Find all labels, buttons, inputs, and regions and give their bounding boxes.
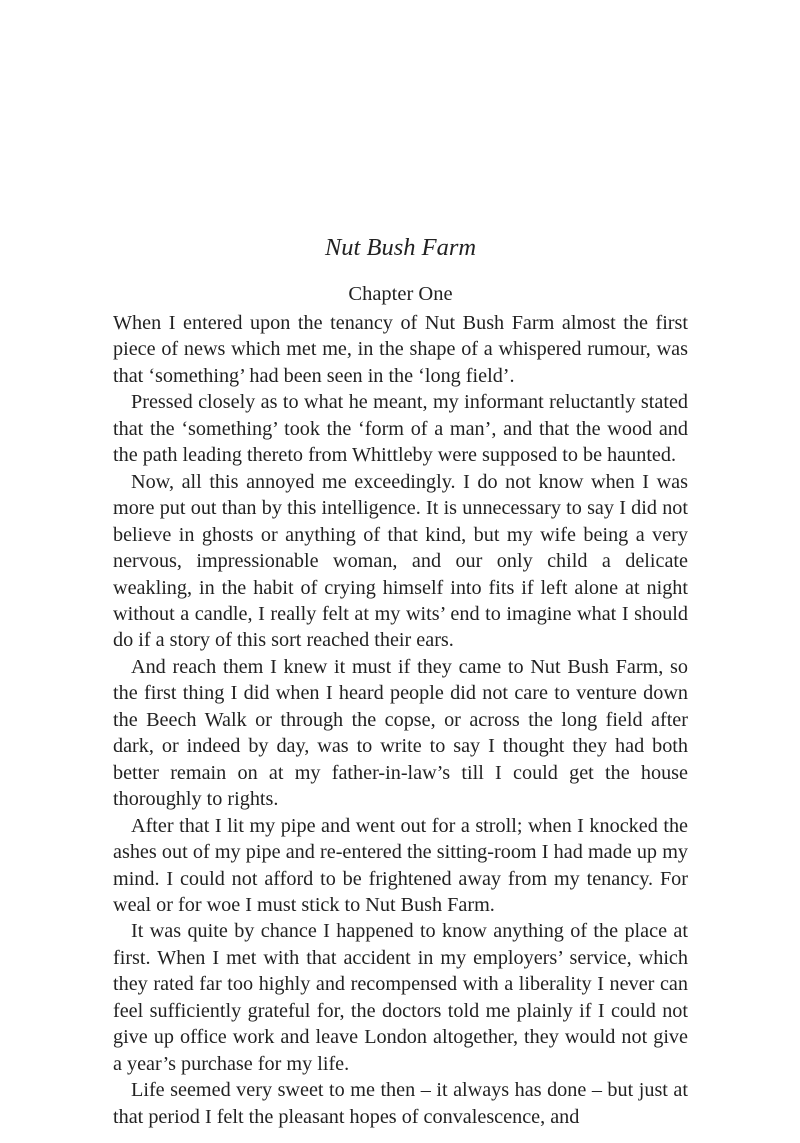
body-text <box>113 310 688 1130</box>
paragraph-3: Now, all this annoyed me exceedingly. I do not know when I was more put out than by this intelligence. It is unnecessary to say I did not believe in ghosts or anything of that kind, but my wife being a very nervous, impressionable woman, and our only child a delicate weakling, in the habit of crying himself into fits if left alone at night without a candle, I really felt at my wits’ end to imagine what I should do if a story of this sort reached their ears. <box>113 470 688 652</box>
paragraph-6: It was quite by chance I happened to know anything of the place at first. When I met with that accident in my employers’ service, which they rated far too highly and recompensed with a liberality I never can feel sufficiently grateful for, the doctors told me plainly if I could not give up office work and leave London altogether, they would not give a year’s purchase for my life. <box>113 920 688 1075</box>
story-title: Nut Bush Farm <box>324 234 477 261</box>
paragraph-2: Pressed closely as to what he meant, my informant reluctantly stated that the ‘something’ took the ‘form of a man’, and that the wood and the path leading thereto from Whittleby were supposed to be haunted. <box>113 391 688 467</box>
chapter-heading: Chapter One <box>348 283 453 305</box>
paragraph-1: When I entered upon the tenancy of Nut Bush Farm almost the first piece of news which met me, in the shape of a whispered rumour, was that ‘something’ had been seen in the ‘long field’. <box>113 312 688 387</box>
paragraph-4: And reach them I knew it must if they came to Nut Bush Farm, so the first thing I did when I heard people did not care to venture down the Beech Walk or through the copse, or across the long field after dark, or indeed by day, was to write to say I thought they had both better remain on at my father-in-law’s till I could get the house thoroughly to rights. <box>113 655 688 811</box>
paragraph-5: After that I lit my pipe and went out for a stroll; when I knocked the ashes out of my pipe and re-entered the sitting-room I had made up my mind. I could not afford to be frightened away from my tenancy. For weal or for woe I must stick to Nut Bush Farm. <box>113 814 688 916</box>
paragraph-7: Life seemed very sweet to me then – it always has done – but just at that period I felt the pleasant hopes of convalescence, and <box>113 1079 688 1128</box>
